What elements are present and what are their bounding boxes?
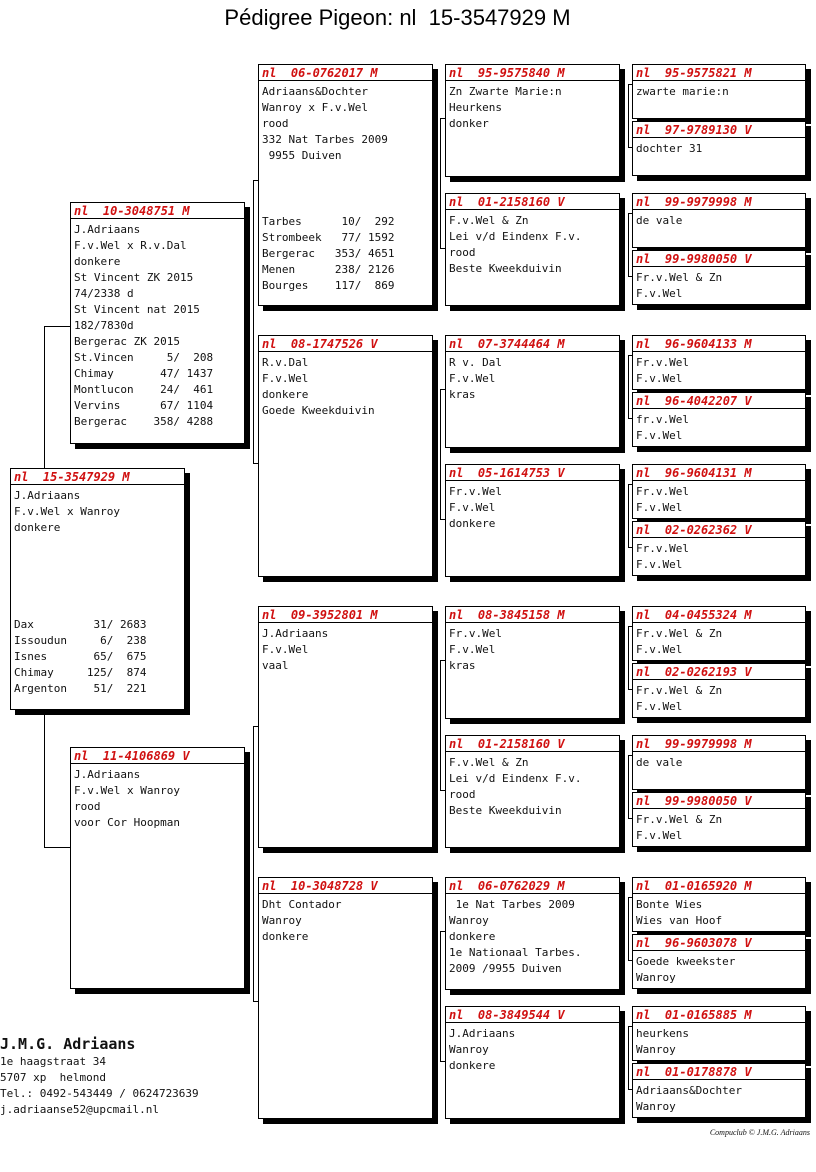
pigeon-info xyxy=(446,81,619,132)
pigeon-card-mfm xyxy=(445,735,620,848)
info-line: 2009 /9955 Duiven xyxy=(449,962,562,975)
pigeon-info xyxy=(633,623,805,658)
pigeon-card-g5 xyxy=(632,335,806,390)
info-line: Vervins 67/ 1104 xyxy=(74,399,214,412)
pigeon-card-g15 xyxy=(632,1006,806,1061)
info-line: Adriaans&Dochter xyxy=(636,1084,742,1097)
info-line: 74/2338 d xyxy=(74,287,134,300)
ring-number: nl 11-4106869 V xyxy=(71,748,244,764)
info-line: F.v.Wel xyxy=(636,501,683,514)
pigeon-info xyxy=(633,409,805,444)
info-line: Beste Kweekduivin xyxy=(449,804,562,817)
owner-address: 1e haagstraat 34 xyxy=(0,1055,106,1068)
result-line: Bourges 117/ 869 xyxy=(262,279,395,292)
ring-number: nl 99-9980050 V xyxy=(633,251,805,267)
pigeon-info xyxy=(71,219,244,430)
info-line: F.v.Wel xyxy=(636,429,683,442)
pigeon-card-g12 xyxy=(632,792,806,847)
ring-number: nl 05-1614753 V xyxy=(446,465,619,481)
info-line: Goede kweekster xyxy=(636,955,736,968)
info-line: F.v.Wel xyxy=(449,643,496,656)
info-line: dochter 31 xyxy=(636,142,703,155)
pigeon-card-g8 xyxy=(632,521,806,576)
info-line: donkere xyxy=(449,1059,496,1072)
info-line: Montlucon 24/ 461 xyxy=(74,383,214,396)
info-line: donkere xyxy=(14,521,61,534)
ring-number: nl 99-9979998 M xyxy=(633,736,805,752)
pigeon-info xyxy=(633,81,805,100)
pigeon-info xyxy=(633,752,805,771)
connector-line xyxy=(44,326,45,468)
result-line: Dax 31/ 2683 xyxy=(14,618,147,631)
pigeon-card-mmm xyxy=(445,1006,620,1119)
result-line: Tarbes 10/ 292 xyxy=(262,215,395,228)
info-line: donkere xyxy=(262,388,309,401)
info-line: kras xyxy=(449,388,476,401)
info-line: Fr.v.Wel & Zn xyxy=(636,813,723,826)
info-line: F.v.Wel x Wanroy xyxy=(14,505,120,518)
ring-number: nl 04-0455324 M xyxy=(633,607,805,623)
info-line: Beste Kweekduivin xyxy=(449,262,562,275)
info-line: J.Adriaans xyxy=(262,627,329,640)
pigeon-info xyxy=(259,894,432,945)
pigeon-info xyxy=(446,1023,619,1074)
connector-line xyxy=(628,355,629,418)
pigeon-card-ff xyxy=(258,64,433,306)
info-line: F.v.Wel xyxy=(262,643,309,656)
pigeon-info xyxy=(633,267,805,302)
info-line: F.v.Wel xyxy=(449,501,496,514)
info-line: F.v.Wel & Zn xyxy=(449,214,529,227)
info-line: Wanroy xyxy=(636,1100,676,1113)
info-line: donkere xyxy=(449,517,496,530)
pigeon-card-mmf xyxy=(445,877,620,990)
info-line: F.v.Wel xyxy=(636,287,683,300)
pigeon-card-subject xyxy=(10,468,185,710)
info-line: Heurkens xyxy=(449,101,502,114)
pigeon-card-fmf xyxy=(445,335,620,448)
info-line: J.Adriaans xyxy=(74,223,141,236)
info-line: de vale xyxy=(636,756,683,769)
info-line: Adriaans&Dochter xyxy=(262,85,368,98)
info-line: St Vincent ZK 2015 xyxy=(74,271,194,284)
ring-number: nl 15-3547929 M xyxy=(11,469,184,485)
pigeon-info xyxy=(633,1023,805,1058)
page-title: Pédigree Pigeon: nl 15-3547929 M xyxy=(224,5,571,30)
info-line: F.v.Wel xyxy=(636,558,683,571)
connector-line xyxy=(628,626,629,689)
connector-line xyxy=(440,389,441,519)
pigeon-card-fff xyxy=(445,64,620,177)
info-line: St Vincent nat 2015 xyxy=(74,303,200,316)
ring-number: nl 10-3048751 M xyxy=(71,203,244,219)
owner-block xyxy=(0,1034,199,1118)
info-line: donkere xyxy=(262,930,309,943)
info-line: F.v.Wel xyxy=(636,643,683,656)
connector-line xyxy=(44,326,70,327)
pigeon-info xyxy=(11,485,184,536)
info-line: F.v.Wel & Zn xyxy=(449,756,529,769)
pigeon-info xyxy=(633,1080,805,1115)
pigeon-info xyxy=(446,210,619,277)
info-line: Bonte Wies xyxy=(636,898,703,911)
info-line: Fr.v.Wel & Zn xyxy=(636,684,723,697)
info-line: 182/7830d xyxy=(74,319,134,332)
pigeon-info xyxy=(259,352,432,419)
connector-line xyxy=(253,180,254,320)
info-line: St.Vincen 5/ 208 xyxy=(74,351,214,364)
info-line: rood xyxy=(262,117,289,130)
pigeon-info xyxy=(633,680,805,715)
info-line: zwarte marie:n xyxy=(636,85,729,98)
info-line: R v. Dal xyxy=(449,356,502,369)
info-line: vaal xyxy=(262,659,289,672)
info-line: Fr.v.Wel xyxy=(449,627,502,640)
connector-line xyxy=(44,710,45,847)
result-line: Chimay 125/ 874 xyxy=(14,666,147,679)
pigeon-info xyxy=(71,764,244,831)
connector-line xyxy=(628,897,629,960)
pigeon-info xyxy=(633,481,805,516)
ring-number: nl 10-3048728 V xyxy=(259,878,432,894)
pigeon-card-fm xyxy=(258,335,433,577)
connector-line xyxy=(628,484,629,547)
connector-line xyxy=(44,847,70,848)
info-line: Wanroy xyxy=(262,914,302,927)
info-line: Wanroy xyxy=(636,1043,676,1056)
pigeon-info xyxy=(446,481,619,532)
info-line: J.Adriaans xyxy=(14,489,81,502)
result-line: Issoudun 6/ 238 xyxy=(14,634,147,647)
info-line: donkere xyxy=(74,255,121,268)
ring-number: nl 96-9604133 M xyxy=(633,336,805,352)
race-results xyxy=(262,214,394,294)
race-results xyxy=(14,617,146,697)
owner-name: J.M.G. Adriaans xyxy=(0,1035,136,1053)
ring-number: nl 02-0262362 V xyxy=(633,522,805,538)
info-line: Fr.v.Wel xyxy=(636,485,689,498)
info-line: Fr.v.Wel xyxy=(636,542,689,555)
info-line: fr.v.Wel xyxy=(636,413,689,426)
info-line: 332 Nat Tarbes 2009 xyxy=(262,133,388,146)
pigeon-info xyxy=(633,894,805,929)
pigeon-info xyxy=(633,538,805,573)
info-line: F.v.Wel xyxy=(449,372,496,385)
owner-email: j.adriaanse52@upcmail.nl xyxy=(0,1103,159,1116)
footer-credit: Compuclub © J.M.G. Adriaans xyxy=(709,1128,810,1137)
pigeon-card-g11 xyxy=(632,735,806,790)
info-line: F.v.Wel xyxy=(636,372,683,385)
pigeon-card-father xyxy=(70,202,245,444)
connector-line xyxy=(253,726,254,851)
pigeon-info xyxy=(633,352,805,387)
result-line: Strombeek 77/ 1592 xyxy=(262,231,395,244)
pigeon-info xyxy=(633,809,805,844)
pigeon-card-mf xyxy=(258,606,433,848)
info-line: Wanroy xyxy=(449,914,489,927)
info-line: J.Adriaans xyxy=(449,1027,516,1040)
pigeon-card-mff xyxy=(445,606,620,719)
info-line: Fr.v.Wel xyxy=(636,356,689,369)
info-line: donker xyxy=(449,117,489,130)
pigeon-info xyxy=(259,81,432,164)
info-line: rood xyxy=(74,800,101,813)
pigeon-info xyxy=(446,352,619,403)
info-line: Wanroy xyxy=(636,971,676,984)
connector-line xyxy=(253,851,254,1001)
ring-number: nl 02-0262193 V xyxy=(633,664,805,680)
info-line: heurkens xyxy=(636,1027,689,1040)
connector-line xyxy=(628,1026,629,1089)
pigeon-card-ffm xyxy=(445,193,620,306)
info-line: de vale xyxy=(636,214,683,227)
owner-city: 5707 xp helmond xyxy=(0,1071,106,1084)
pigeon-info xyxy=(446,752,619,819)
info-line: F.v.Wel x Wanroy xyxy=(74,784,180,797)
result-line: Bergerac 353/ 4651 xyxy=(262,247,395,260)
ring-number: nl 01-0165885 M xyxy=(633,1007,805,1023)
info-line: rood xyxy=(449,246,476,259)
info-line: 1e Nat Tarbes 2009 xyxy=(449,898,575,911)
info-line: F.v.Wel x R.v.Dal xyxy=(74,239,187,252)
info-line: rood xyxy=(449,788,476,801)
connector-line xyxy=(440,118,441,248)
pigeon-card-g9 xyxy=(632,606,806,661)
pigeon-card-g10 xyxy=(632,663,806,718)
info-line: Wanroy x F.v.Wel xyxy=(262,101,368,114)
owner-phone: Tel.: 0492-543449 / 0624723639 xyxy=(0,1087,199,1100)
pigeon-card-mother xyxy=(70,747,245,989)
result-line: Menen 238/ 2126 xyxy=(262,263,395,276)
connector-line xyxy=(440,660,441,790)
info-line: F.v.Wel xyxy=(636,700,683,713)
ring-number: nl 96-9604131 M xyxy=(633,465,805,481)
info-line: F.v.Wel xyxy=(262,372,309,385)
pigeon-info xyxy=(633,210,805,229)
info-line: Dht Contador xyxy=(262,898,342,911)
ring-number: nl 99-9980050 V xyxy=(633,793,805,809)
pigeon-card-g2 xyxy=(632,121,806,176)
pigeon-card-g16 xyxy=(632,1063,806,1118)
info-line: Wanroy xyxy=(449,1043,489,1056)
connector-line xyxy=(628,755,629,818)
ring-number: nl 96-9603078 V xyxy=(633,935,805,951)
result-line: Argenton 51/ 221 xyxy=(14,682,147,695)
connector-line xyxy=(440,931,441,1061)
ring-number: nl 95-9575821 M xyxy=(633,65,805,81)
pigeon-card-mm xyxy=(258,877,433,1119)
info-line: Fr.v.Wel & Zn xyxy=(636,271,723,284)
pigeon-card-g1 xyxy=(632,64,806,119)
ring-number: nl 01-2158160 V xyxy=(446,194,619,210)
info-line: voor Cor Hoopman xyxy=(74,816,180,829)
ring-number: nl 01-0178878 V xyxy=(633,1064,805,1080)
info-line: kras xyxy=(449,659,476,672)
ring-number: nl 99-9979998 M xyxy=(633,194,805,210)
connector-line xyxy=(628,213,629,276)
pigeon-card-g7 xyxy=(632,464,806,519)
info-line: Wies van Hoof xyxy=(636,914,723,927)
info-line: J.Adriaans xyxy=(74,768,141,781)
ring-number: nl 01-0165920 M xyxy=(633,878,805,894)
info-line: 1e Nationaal Tarbes. xyxy=(449,946,582,959)
ring-number: nl 01-2158160 V xyxy=(446,736,619,752)
pigeon-info xyxy=(259,623,432,674)
pigeon-card-g6 xyxy=(632,392,806,447)
info-line: Goede Kweekduivin xyxy=(262,404,375,417)
info-line: Bergerac ZK 2015 xyxy=(74,335,180,348)
connector-line xyxy=(253,320,254,463)
ring-number: nl 96-4042207 V xyxy=(633,393,805,409)
pigeon-info xyxy=(633,951,805,986)
ring-number: nl 07-3744464 M xyxy=(446,336,619,352)
info-line: Lei v/d Eindenx F.v. xyxy=(449,230,582,243)
connector-line xyxy=(628,84,629,147)
info-line: donkere xyxy=(449,930,496,943)
pigeon-card-g4 xyxy=(632,250,806,305)
info-line: R.v.Dal xyxy=(262,356,309,369)
pigeon-info xyxy=(446,894,619,977)
info-line: Chimay 47/ 1437 xyxy=(74,367,214,380)
info-line: Fr.v.Wel & Zn xyxy=(636,627,723,640)
info-line: Zn Zwarte Marie:n xyxy=(449,85,562,98)
ring-number: nl 06-0762029 M xyxy=(446,878,619,894)
ring-number: nl 06-0762017 M xyxy=(259,65,432,81)
pigeon-card-g3 xyxy=(632,193,806,248)
ring-number: nl 08-1747526 V xyxy=(259,336,432,352)
info-line: Bergerac 358/ 4288 xyxy=(74,415,214,428)
info-line: Fr.v.Wel xyxy=(449,485,502,498)
ring-number: nl 08-3849544 V xyxy=(446,1007,619,1023)
ring-number: nl 08-3845158 M xyxy=(446,607,619,623)
info-line: F.v.Wel xyxy=(636,829,683,842)
ring-number: nl 95-9575840 M xyxy=(446,65,619,81)
info-line: Lei v/d Eindenx F.v. xyxy=(449,772,582,785)
result-line: Isnes 65/ 675 xyxy=(14,650,147,663)
ring-number: nl 09-3952801 M xyxy=(259,607,432,623)
pigeon-card-g13 xyxy=(632,877,806,932)
pigeon-card-fmm xyxy=(445,464,620,577)
info-line: 9955 Duiven xyxy=(262,149,342,162)
ring-number: nl 97-9789130 V xyxy=(633,122,805,138)
pigeon-info xyxy=(633,138,805,157)
pigeon-card-g14 xyxy=(632,934,806,989)
pigeon-info xyxy=(446,623,619,674)
